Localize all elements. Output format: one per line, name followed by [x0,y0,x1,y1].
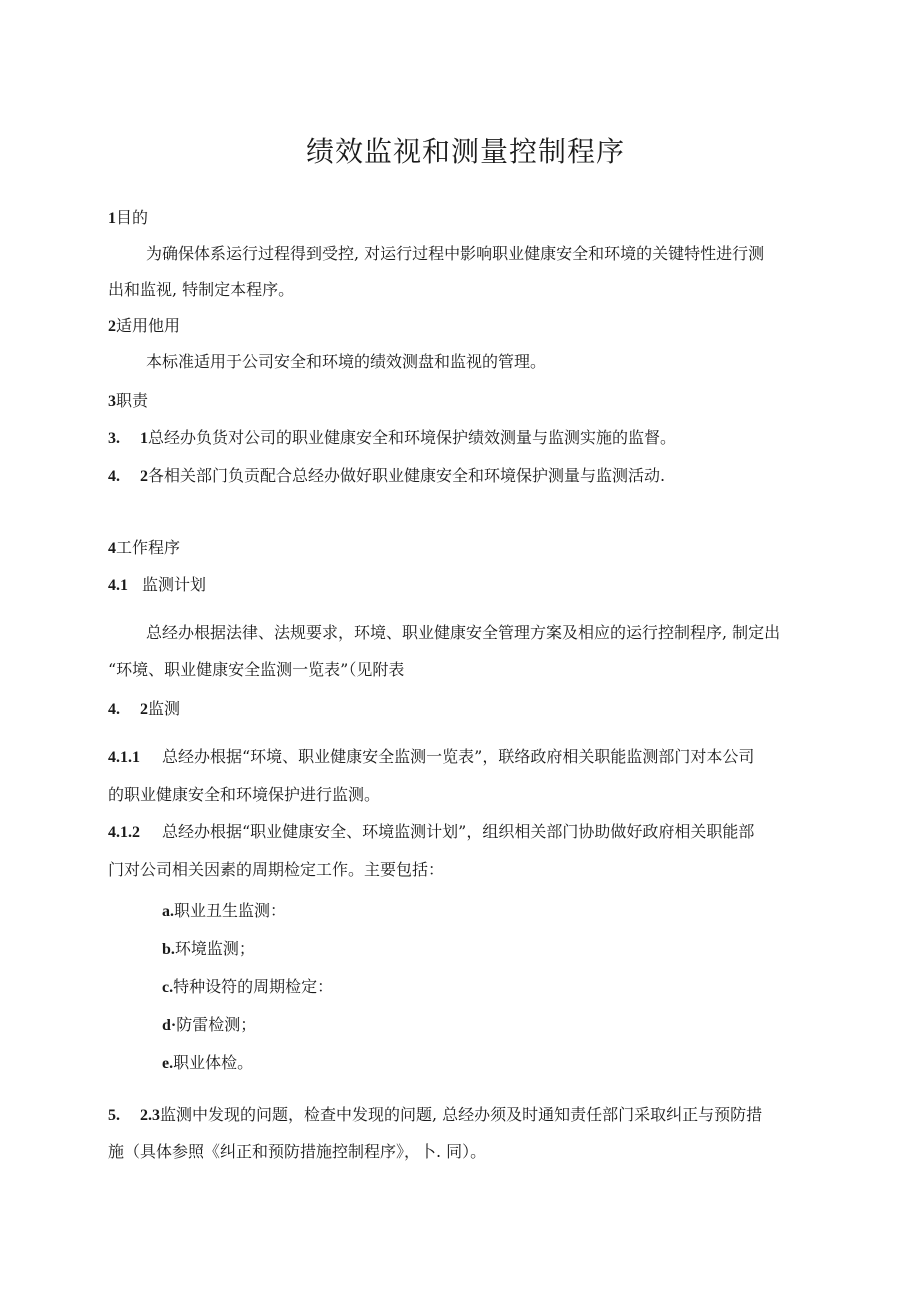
section-4-2-heading [108,699,180,720]
item-number: 3. [108,430,120,447]
subsection-number: 4. [108,701,120,718]
item-sub-number: 2 [140,468,148,485]
section-number: 4 [108,540,116,557]
section-4-1-para-line-1: 总经办根据法律、法规要求，环境、职业健康安全管理方案及相应的运行控制程序, 制定出 [146,623,781,642]
clause-text: 监测中发现的问题，检查中发现的问题, 总经办须及时通知责任部门采取纠正与预防措 [160,1105,763,1124]
clause-text: 总经办根据“职业健康安全、环境监测计划”，组织相关部门协助做好政府相关职能部 [162,822,755,841]
section-2-para: 本标准适用于公司安全和环境的绩效测盘和监视的管理。 [146,352,547,371]
clause-5-2-3-line-2: 施（具体参照《纠正和预防措施控制程序》，卜. 同）。 [108,1142,487,1161]
clause-4-1-2-line-1 [108,822,754,843]
section-4-1-para-line-2: “环境、职业健康安全监测一览表”（见附表 [108,660,405,679]
list-item [162,1015,256,1036]
list-text: 职业体检。 [173,1053,254,1072]
subsection-title: 监测计划 [142,575,207,594]
section-title: 目的 [116,208,149,227]
clause-number: 5. [108,1107,120,1124]
list-text: 职业丑生监测： [174,901,287,920]
clause-4-1-1-line-2: 的职业健康安全和环境保护进行监测。 [108,785,381,804]
duty-item-2 [108,466,665,487]
clause-text: 总经办根据“环境、职业健康安全监测一览表”，联络政府相关职能监测部门对本公司 [162,747,755,766]
section-number: 1 [108,210,116,227]
section-1-para-line-1: 为确保体系运行过程得到受控, 对运行过程中影响职业健康安全和环境的关键特性进行测 [146,244,765,263]
list-text: 特种设符的周期检定： [173,977,334,996]
section-1-heading [108,208,148,229]
list-label: d· [162,1017,177,1034]
section-2-heading [108,316,180,337]
clause-4-1-2-line-2: 门对公司相关因素的周期检定工作。主要包括： [108,860,445,879]
item-sub-number: 1 [140,430,148,447]
clause-number: 4.1.2 [108,824,140,841]
list-label: c. [162,979,174,996]
section-title: 职责 [116,391,149,410]
section-4-1-heading [108,575,206,596]
duty-item-1 [108,428,676,449]
list-label: e. [162,1055,174,1072]
list-text: 环境监测； [174,939,255,958]
clause-number: 4.1.1 [108,749,140,766]
list-label: b. [162,941,175,958]
list-item [162,977,333,998]
page-title: 绩效监视和测量控制程序 [306,135,626,168]
list-label: a. [162,903,174,920]
subsection-title: 监测 [148,699,181,718]
list-item [162,939,255,960]
section-title: 适用他用 [116,316,181,335]
item-number: 4. [108,468,120,485]
item-text: 各相关部门负贡配合总经办做好职业健康安全和环境保护测量与监测活动. [148,466,666,485]
list-item [162,901,286,922]
subsection-sub-number: 2 [140,701,148,718]
list-item [162,1053,253,1074]
section-number: 3 [108,393,116,410]
section-number: 2 [108,318,116,335]
section-4-heading [108,538,180,559]
list-text: 防雷检测； [176,1015,257,1034]
clause-5-2-3-line-1 [108,1105,762,1126]
section-3-heading [108,391,148,412]
subsection-number: 4.1 [108,577,128,594]
clause-4-1-1-line-1 [108,747,754,768]
section-title: 工作程序 [116,538,181,557]
section-1-para-line-2: 出和监视, 特制定本程序。 [108,280,295,299]
clause-sub-number: 2.3 [140,1107,160,1124]
item-text: 总经办负货对公司的职业健康安全和环境保护绩效测量与监测实施的监督。 [148,428,677,447]
